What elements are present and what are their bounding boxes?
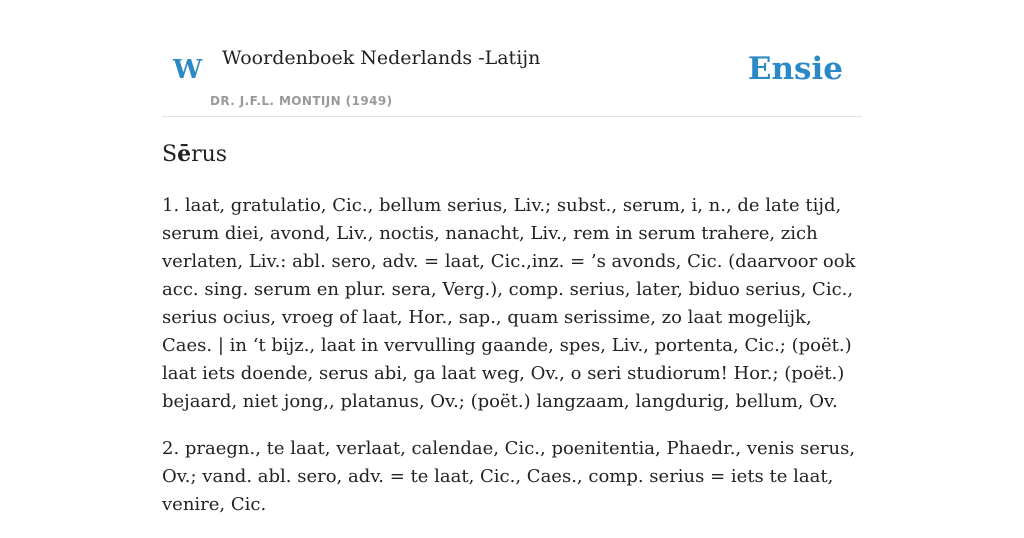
dictionary-header (162, 0, 862, 117)
dictionary-logo[interactable]: W (173, 55, 203, 85)
dictionary-author: DR. J.F.L. MONTIJN (1949) (210, 94, 393, 108)
definitions (162, 192, 862, 538)
headword-end: rus (191, 142, 228, 167)
definition-paragraph: 2. praegn., te laat, verlaat, calendae, Cic., poenitentia, Phaedr., venis serus, Ov.; vand. abl. sero, adv. = te laat, Cic., Caes., comp. serius = iets te laat, venire, Cic. (162, 438, 856, 515)
headword-stressed-vowel: ē (177, 141, 192, 167)
dictionary-title[interactable]: Woordenboek Nederlands -Latijn (222, 47, 541, 69)
headword-start: S (162, 142, 178, 167)
entry-page (162, 0, 862, 515)
ensie-logo[interactable]: Ensie (747, 51, 843, 87)
headword (162, 139, 227, 170)
definition-paragraph: 1. laat, gratulatio, Cic., bellum serius, Liv.; subst., serum, i, n., de late tijd, serum diei, avond, Liv., noctis, nanacht, Liv., rem in serum trahere, zich verlaten, Liv.: abl. sero, adv. = laat, Cic.,inz. = ’s avonds, Cic. (daarvoor ook acc. sing. serum en plur. sera, Verg.), comp. serius, later, biduo serius, Cic., serius ocius, vroeg of laat, Hor., sap., quam serissime, zo laat mogelijk, Caes. | in ‘t bijz., laat in vervulling gaande, spes, Liv., portenta, Cic.; (poët.) laat iets doende, serus abi, ga laat weg, Ov., o seri studiorum! Hor.; (poët.) bejaard, niet jong,, platanus, Ov.; (poët.) langzaam, langdurig, bellum, Ov. (162, 195, 856, 412)
